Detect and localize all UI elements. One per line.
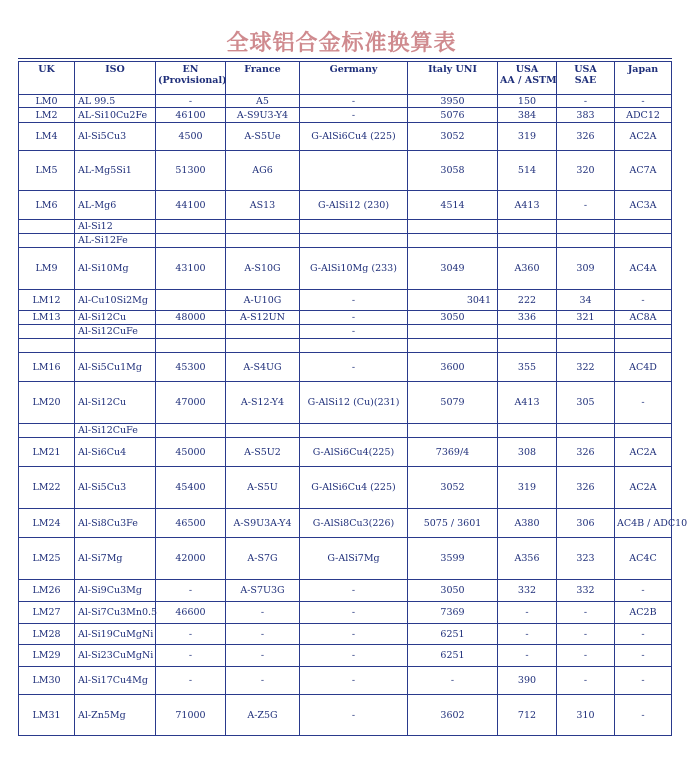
cell-usa-aa: 712 [498,695,557,736]
cell-japan: AC2A [615,123,672,151]
cell-japan: AC2B [615,602,672,624]
table-row [19,95,672,108]
cell-france [226,234,300,248]
cell-japan [615,424,672,438]
cell-en: - [156,645,226,667]
table-row [19,667,672,695]
cell-usa-aa [498,325,557,339]
cell-en: 51300 [156,151,226,191]
cell-germany: G-AlSi6Cu4(225) [300,438,408,467]
cell-usa-sae: 323 [557,538,615,580]
cell-usa-sae [557,325,615,339]
cell-uk: LM4 [19,123,75,151]
cell-en: - [156,624,226,645]
cell-japan: - [615,695,672,736]
cell-usa-sae: - [557,95,615,108]
cell-italy: 3602 [408,695,498,736]
cell-uk: LM30 [19,667,75,695]
cell-france: A-U10G [226,290,300,311]
cell-italy: 5079 [408,382,498,424]
cell-usa-sae: 322 [557,353,615,382]
table-row [19,191,672,220]
cell-italy [408,220,498,234]
table-row [19,248,672,290]
cell-usa-aa [498,424,557,438]
cell-en: 48000 [156,311,226,325]
cell-en: 4500 [156,123,226,151]
cell-france: AS13 [226,191,300,220]
cell-germany: - [300,95,408,108]
cell-en: 46500 [156,509,226,538]
cell-iso: Al-Cu10Si2Mg [75,290,156,311]
cell-usa-sae: 326 [557,123,615,151]
cell-italy: 3600 [408,353,498,382]
cell-usa-sae: - [557,602,615,624]
cell-usa-sae: 320 [557,151,615,191]
table-row [19,645,672,667]
cell-iso: Al-Si7Mg [75,538,156,580]
cell-usa-aa: 355 [498,353,557,382]
cell-en [156,290,226,311]
cell-usa-aa: - [498,602,557,624]
header-usa-sae: USA SAE [557,62,615,95]
table-row [19,624,672,645]
cell-usa-aa: 308 [498,438,557,467]
cell-italy: 7369/4 [408,438,498,467]
cell-uk: LM2 [19,108,75,123]
cell-japan: AC3A [615,191,672,220]
cell-france [226,325,300,339]
header-france: France [226,62,300,95]
table-row [19,151,672,191]
cell-italy: 6251 [408,624,498,645]
cell-en: 42000 [156,538,226,580]
table-body [19,95,687,736]
cell-usa-aa: A413 [498,382,557,424]
cell-france: AG6 [226,151,300,191]
cell-usa-aa: A360 [498,248,557,290]
cell-japan: AC2A [615,438,672,467]
cell-en [156,339,226,353]
cell-en [156,234,226,248]
cell-japan [615,325,672,339]
cell-en: 45000 [156,438,226,467]
cell-usa-aa: 514 [498,151,557,191]
cell-uk [19,424,75,438]
table-row [19,438,672,467]
cell-italy: 3050 [408,580,498,602]
cell-usa-sae [557,424,615,438]
cell-france: A-S12UN [226,311,300,325]
table-row [19,311,672,325]
cell-iso: AL-Mg5Si1 [75,151,156,191]
cell-usa-sae: 34 [557,290,615,311]
cell-italy [408,234,498,248]
cell-iso: Al-Si7Cu3Mn0.5 [75,602,156,624]
cell-japan: AC4C [615,538,672,580]
table-row [19,339,672,353]
cell-usa-aa: 222 [498,290,557,311]
cell-france [226,220,300,234]
cell-france: A-S9U3-Y4 [226,108,300,123]
cell-en: 46100 [156,108,226,123]
table-row [19,580,672,602]
cell-japan: AC7A [615,151,672,191]
cell-italy [408,424,498,438]
cell-uk: LM9 [19,248,75,290]
cell-usa-aa: 390 [498,667,557,695]
cell-germany [300,234,408,248]
header-japan: Japan [615,62,672,95]
cell-germany: - [300,108,408,123]
cell-italy: 6251 [408,645,498,667]
cell-germany: - [300,645,408,667]
cell-usa-aa: A380 [498,509,557,538]
cell-italy [408,339,498,353]
cell-germany: - [300,353,408,382]
cell-uk: LM6 [19,191,75,220]
cell-italy: 3049 [408,248,498,290]
cell-iso: Al-Si12CuFe [75,424,156,438]
cell-en: 46600 [156,602,226,624]
cell-france: A-S5U [226,467,300,509]
table-row [19,602,672,624]
cell-germany: G-AlSi7Mg [300,538,408,580]
cell-uk: LM13 [19,311,75,325]
cell-iso: Al-Si23CuMgNi [75,645,156,667]
cell-en: 43100 [156,248,226,290]
cell-germany: - [300,695,408,736]
cell-iso: Al-Si12 [75,220,156,234]
cell-uk: LM29 [19,645,75,667]
cell-usa-sae: 310 [557,695,615,736]
header-en: EN (Provisional) [156,62,226,95]
cell-uk: LM25 [19,538,75,580]
cell-usa-aa [498,220,557,234]
cell-japan: AC4D [615,353,672,382]
cell-en: 71000 [156,695,226,736]
cell-usa-aa: 319 [498,467,557,509]
cell-germany: - [300,290,408,311]
cell-usa-aa: 319 [498,123,557,151]
cell-usa-sae [557,220,615,234]
cell-iso: Al-Si5Cu1Mg [75,353,156,382]
table-row [19,424,672,438]
cell-usa-sae: 305 [557,382,615,424]
cell-japan [615,220,672,234]
cell-france: - [226,667,300,695]
cell-italy: 3041 [408,290,498,311]
cell-italy: 3052 [408,123,498,151]
cell-en [156,220,226,234]
cell-en: - [156,95,226,108]
cell-france: - [226,624,300,645]
cell-usa-aa [498,339,557,353]
cell-iso: Al-Si17Cu4Mg [75,667,156,695]
cell-france [226,424,300,438]
table-row [19,234,672,248]
top-rule [18,58,672,59]
cell-uk: LM26 [19,580,75,602]
cell-japan: AC8A [615,311,672,325]
cell-uk [19,234,75,248]
cell-uk: LM16 [19,353,75,382]
cell-japan: - [615,290,672,311]
cell-usa-aa: - [498,624,557,645]
cell-germany: - [300,325,408,339]
cell-uk: LM5 [19,151,75,191]
table-row [19,538,672,580]
cell-italy [408,325,498,339]
cell-italy: 3052 [408,467,498,509]
cell-italy: 7369 [408,602,498,624]
cell-usa-sae: - [557,624,615,645]
cell-uk: LM24 [19,509,75,538]
cell-france: - [226,645,300,667]
cell-france: A5 [226,95,300,108]
cell-uk: LM31 [19,695,75,736]
cell-usa-sae [557,234,615,248]
header-italy: Italy UNI [408,62,498,95]
cell-italy: 3599 [408,538,498,580]
cell-en: - [156,580,226,602]
cell-germany [300,339,408,353]
cell-uk: LM12 [19,290,75,311]
cell-uk [19,325,75,339]
cell-japan: - [615,624,672,645]
cell-uk [19,339,75,353]
cell-iso: AL-Si10Cu2Fe [75,108,156,123]
cell-germany: - [300,624,408,645]
cell-en [156,325,226,339]
cell-japan: - [615,645,672,667]
cell-en: 45300 [156,353,226,382]
cell-germany: - [300,580,408,602]
cell-germany: G-AlSi8Cu3(226) [300,509,408,538]
table-row [19,353,672,382]
cell-usa-aa: A356 [498,538,557,580]
cell-iso: Al-Si12Cu [75,311,156,325]
cell-iso: Al-Si12Cu [75,382,156,424]
cell-germany: - [300,667,408,695]
cell-uk: LM20 [19,382,75,424]
cell-iso: Al-Si8Cu3Fe [75,509,156,538]
cell-france [226,339,300,353]
cell-usa-aa: A413 [498,191,557,220]
table-row [19,509,672,538]
table-row [19,695,672,736]
cell-iso: Al-Zn5Mg [75,695,156,736]
cell-uk: LM27 [19,602,75,624]
cell-usa-aa: 332 [498,580,557,602]
cell-en: 44100 [156,191,226,220]
cell-iso: Al-Si12CuFe [75,325,156,339]
cell-usa-aa: 384 [498,108,557,123]
cell-japan: - [615,580,672,602]
cell-italy: 5076 [408,108,498,123]
cell-germany [300,424,408,438]
cell-iso: Al-Si10Mg [75,248,156,290]
cell-japan: AC4B / ADC10 [615,509,672,538]
cell-italy: 4514 [408,191,498,220]
cell-japan [615,339,672,353]
cell-germany: - [300,311,408,325]
table-row [19,108,672,123]
cell-en [156,424,226,438]
cell-iso: AL 99.5 [75,95,156,108]
cell-usa-sae: - [557,667,615,695]
cell-japan [615,234,672,248]
cell-iso: Al-Si5Cu3 [75,467,156,509]
table-row [19,123,672,151]
cell-france: A-S9U3A-Y4 [226,509,300,538]
cell-japan: - [615,667,672,695]
cell-uk: LM21 [19,438,75,467]
cell-japan: ADC12 [615,108,672,123]
cell-france: A-S5Ue [226,123,300,151]
cell-italy: - [408,667,498,695]
table-row [19,325,672,339]
cell-germany: G-AlSi6Cu4 (225) [300,123,408,151]
cell-iso: Al-Si19CuMgNi [75,624,156,645]
table-row [19,220,672,234]
cell-iso: AL-Si12Fe [75,234,156,248]
cell-germany: G-AlSi12 (Cu)(231) [300,382,408,424]
alloy-standards-table [18,61,687,736]
cell-uk: LM0 [19,95,75,108]
cell-usa-sae: - [557,645,615,667]
cell-usa-sae: 383 [557,108,615,123]
cell-japan: AC2A [615,467,672,509]
cell-france: A-S7U3G [226,580,300,602]
cell-usa-sae: 332 [557,580,615,602]
cell-usa-sae: 309 [557,248,615,290]
cell-italy: 3950 [408,95,498,108]
header-germany: Germany [300,62,408,95]
cell-france: A-S7G [226,538,300,580]
cell-usa-aa [498,234,557,248]
cell-germany [300,220,408,234]
cell-france: A-Z5G [226,695,300,736]
header-iso: ISO [75,62,156,95]
cell-en: - [156,667,226,695]
cell-usa-sae: 326 [557,438,615,467]
cell-usa-aa: 150 [498,95,557,108]
cell-iso: AL-Mg6 [75,191,156,220]
cell-germany: - [300,602,408,624]
cell-france: A-S5U2 [226,438,300,467]
table-row [19,467,672,509]
cell-uk: LM22 [19,467,75,509]
cell-iso: Al-Si9Cu3Mg [75,580,156,602]
header-row [19,62,672,95]
cell-iso [75,339,156,353]
cell-usa-aa: - [498,645,557,667]
cell-germany [300,151,408,191]
cell-usa-sae: 306 [557,509,615,538]
cell-germany: G-AlSi12 (230) [300,191,408,220]
cell-japan: - [615,382,672,424]
cell-france: - [226,602,300,624]
table-row [19,382,672,424]
cell-usa-sae: 321 [557,311,615,325]
cell-uk: LM28 [19,624,75,645]
cell-germany: G-AlSi10Mg (233) [300,248,408,290]
cell-usa-sae: - [557,191,615,220]
cell-italy: 3050 [408,311,498,325]
cell-iso: Al-Si6Cu4 [75,438,156,467]
cell-italy: 5075 / 3601 [408,509,498,538]
cell-japan: - [615,95,672,108]
cell-en: 45400 [156,467,226,509]
cell-uk [19,220,75,234]
cell-usa-sae [557,339,615,353]
cell-germany: G-AlSi6Cu4 (225) [300,467,408,509]
cell-italy: 3058 [408,151,498,191]
cell-usa-aa: 336 [498,311,557,325]
cell-france: A-S10G [226,248,300,290]
header-usa-aa: USA AA / ASTM [498,62,557,95]
table-row [19,290,672,311]
cell-en: 47000 [156,382,226,424]
page-title: 全球铝合金标准换算表 [226,31,457,56]
header-uk: UK [19,62,75,95]
cell-iso: Al-Si5Cu3 [75,123,156,151]
cell-japan: AC4A [615,248,672,290]
cell-france: A-S4UG [226,353,300,382]
cell-france: A-S12-Y4 [226,382,300,424]
cell-usa-sae: 326 [557,467,615,509]
